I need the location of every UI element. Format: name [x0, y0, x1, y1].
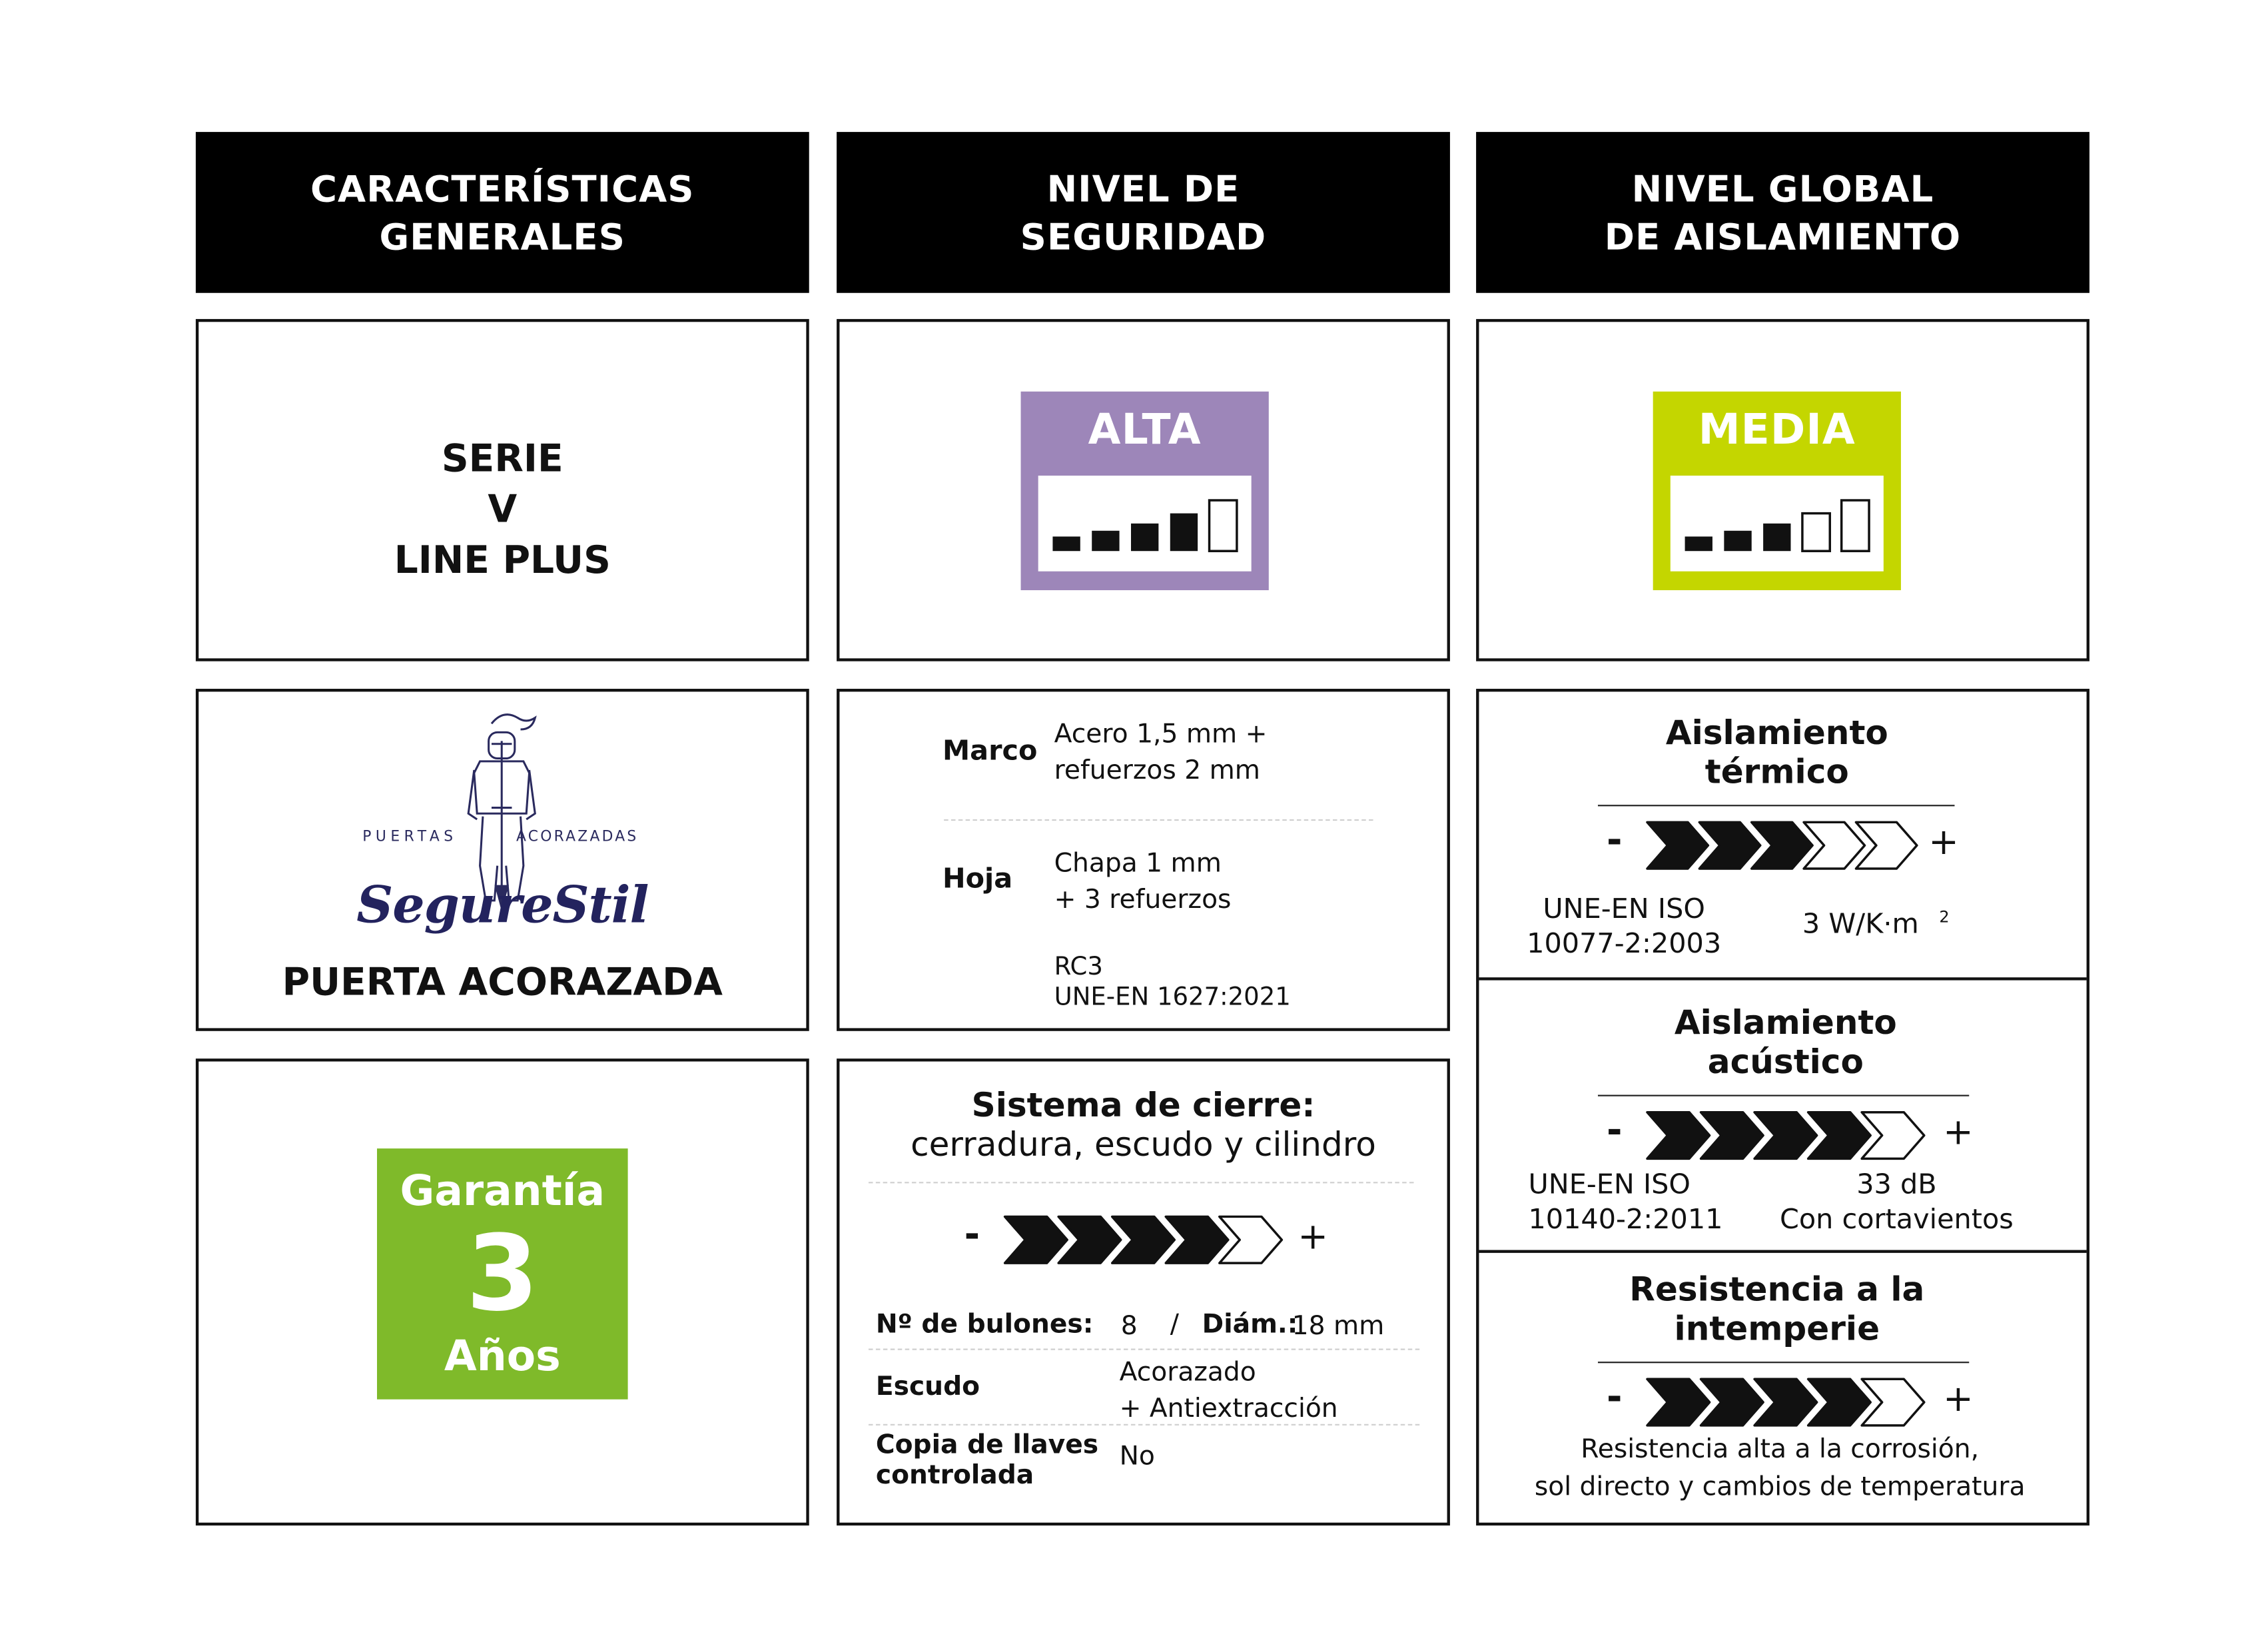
aislamiento-box: [1476, 319, 2089, 661]
warranty-badge: [377, 1148, 628, 1400]
serie-box: [196, 319, 809, 661]
serie-line: LINE PLUS: [394, 539, 611, 584]
chevron-filled: [1005, 1216, 1068, 1263]
logo-box: [196, 689, 809, 1031]
section-divider: [1479, 977, 2086, 980]
section-divider: [1479, 1250, 2086, 1253]
norm-line: 10140-2:2011: [1528, 1203, 1723, 1236]
divider: [944, 819, 1373, 821]
insulation-panel: [1476, 689, 2089, 1525]
divider: [1598, 1095, 1969, 1096]
escudo-value: [1120, 1354, 1338, 1427]
warranty-unit: Años: [444, 1331, 561, 1381]
rating-plus: +: [1928, 821, 1959, 863]
divider: [869, 1424, 1419, 1426]
hoja-value: [1054, 845, 1232, 918]
acustico-title: [1479, 1005, 2092, 1084]
copia-value: No: [1119, 1441, 1155, 1472]
warranty-title: Garantía: [400, 1166, 605, 1216]
termico-value: [1802, 908, 1950, 941]
norm-line: UNE-EN ISO: [1528, 1168, 1691, 1201]
meter-bar-filled: [1724, 531, 1751, 551]
copia-label: [876, 1430, 1098, 1490]
copia-label-line: Copia de llaves: [875, 1430, 1099, 1461]
marco-value: [1054, 716, 1268, 789]
intemperie-rating: [1645, 1378, 1929, 1427]
seguridad-level-badge: [1021, 392, 1269, 590]
escudo-label: Escudo: [875, 1372, 980, 1403]
header-seguridad: [837, 132, 1450, 293]
logo-text-right: ACORAZADAS: [516, 829, 639, 846]
divider: [869, 1349, 1419, 1350]
divider: [869, 1182, 1414, 1183]
description-line: Resistencia alta a la corrosión,: [1581, 1434, 1980, 1465]
intemperie-title-line: intemperie: [1674, 1310, 1880, 1349]
chevron-filled: [1647, 822, 1708, 869]
termico-norm: [1523, 892, 1726, 961]
meter-bar-filled: [1131, 524, 1158, 551]
meter-bar-empty: [1802, 514, 1830, 552]
rating-minus: -: [1607, 1376, 1623, 1420]
acustico-title-line: acústico: [1707, 1044, 1864, 1082]
header-line: CARACTERÍSTICAS: [310, 167, 695, 210]
termico-value-exponent: 2: [1939, 907, 1950, 927]
acustico-rating: [1645, 1111, 1929, 1160]
header-line: NIVEL DE: [1046, 167, 1240, 210]
header-line: GENERALES: [379, 215, 626, 258]
rating-chevrons-icon: [1645, 1111, 1929, 1160]
acustico-title-line: Aislamiento: [1674, 1005, 1897, 1043]
acustico-value: [1762, 1167, 2032, 1236]
header-caracteristicas: [196, 132, 809, 293]
termico-title-line: térmico: [1704, 753, 1849, 792]
description-line: sol directo y cambios de temperatura: [1534, 1471, 2026, 1503]
seguridad-level-label: ALTA: [1088, 404, 1202, 454]
termico-title-line: Aislamiento: [1665, 715, 1888, 753]
seguridad-box: [837, 319, 1450, 661]
escudo-value-line: + Antiextracción: [1119, 1394, 1338, 1424]
specs-box: [837, 689, 1450, 1031]
escudo-value-line: Acorazado: [1119, 1357, 1256, 1388]
signal-meter-icon: [1038, 476, 1252, 572]
header-aislamiento: [1476, 132, 2089, 293]
header-line: SEGURIDAD: [1020, 215, 1267, 258]
rating-chevrons-icon: [1645, 1378, 1929, 1427]
serie-name: [198, 435, 806, 588]
separator: /: [1170, 1309, 1180, 1340]
signal-meter-icon: [1671, 476, 1884, 572]
meter-bar-filled: [1685, 536, 1712, 551]
meter-bar-filled: [1092, 531, 1119, 551]
serie-line: V: [488, 488, 518, 532]
meter-bar-filled: [1052, 536, 1080, 551]
norm-line: UNE-EN ISO: [1543, 893, 1705, 925]
meter-bar-empty: [1210, 500, 1237, 551]
certification: [1054, 953, 1291, 1013]
cierre-title: Sistema de cierre:: [971, 1087, 1316, 1126]
acustico-value-line: 33 dB: [1856, 1168, 1937, 1201]
hoja-value-line: Chapa 1 mm: [1054, 848, 1222, 879]
intemperie-title: [1479, 1272, 2075, 1350]
rating-plus: +: [1298, 1215, 1328, 1258]
intemperie-title-line: Resistencia a la: [1629, 1272, 1925, 1310]
rating-plus: +: [1943, 1110, 1974, 1153]
termico-value-text: 3 W/K·m: [1802, 908, 1919, 941]
marco-value-line: refuerzos 2 mm: [1054, 755, 1260, 786]
aislamiento-level-badge: [1653, 392, 1901, 590]
serie-line: SERIE: [441, 438, 564, 482]
acustico-norm: [1528, 1167, 1722, 1236]
meter-bar-filled: [1763, 524, 1790, 551]
header-line: NIVEL GLOBAL: [1631, 167, 1934, 210]
aislamiento-level-label: MEDIA: [1698, 404, 1856, 454]
cert-line: UNE-EN 1627:2021: [1054, 983, 1291, 1013]
badge-meter-panel: [1671, 476, 1884, 572]
badge-meter-panel: [1038, 476, 1252, 572]
cierre-subtitle: cerradura, escudo y cilindro: [911, 1126, 1376, 1165]
hoja-label: Hoja: [942, 863, 1013, 895]
header-line: DE AISLAMIENTO: [1604, 215, 1962, 258]
rating-chevrons-icon: [1002, 1215, 1286, 1264]
meter-bar-filled: [1170, 514, 1198, 552]
cierre-box: [837, 1058, 1450, 1525]
termico-title: [1479, 715, 2075, 793]
acustico-value-line: Con cortavientos: [1779, 1203, 2014, 1236]
diametro-label: Diám.:: [1202, 1309, 1298, 1340]
termico-rating: [1645, 821, 1920, 870]
rating-plus: +: [1943, 1378, 1974, 1420]
cert-line: RC3: [1054, 953, 1103, 982]
bulones-label: Nº de bulones:: [875, 1309, 1094, 1340]
rating-chevrons-icon: [1645, 821, 1920, 870]
chevron-filled: [1647, 1112, 1710, 1159]
marco-label: Marco: [942, 735, 1038, 767]
warranty-years: 3: [466, 1212, 539, 1334]
divider: [1598, 1362, 1969, 1363]
intemperie-description: [1479, 1432, 2080, 1507]
chevron-filled: [1647, 1379, 1710, 1426]
rating-minus: -: [964, 1214, 980, 1258]
garantia-box: [196, 1058, 809, 1525]
rating-minus: -: [1607, 1109, 1623, 1153]
product-name: PUERTA ACORAZADA: [282, 961, 723, 1005]
brand-logo: SegureStil: [356, 875, 649, 936]
diametro-value: 18 mm: [1292, 1310, 1385, 1342]
meter-bar-empty: [1842, 500, 1869, 551]
norm-line: 10077-2:2003: [1527, 928, 1722, 961]
copia-label-line: controlada: [875, 1460, 1034, 1491]
divider: [1598, 805, 1955, 806]
hoja-value-line: + 3 refuerzos: [1054, 884, 1232, 915]
marco-value-line: Acero 1,5 mm +: [1054, 719, 1268, 750]
bulones-value: 8: [1120, 1310, 1138, 1342]
logo-text-left: PUERTAS: [362, 829, 458, 846]
rating-minus: -: [1607, 819, 1623, 863]
